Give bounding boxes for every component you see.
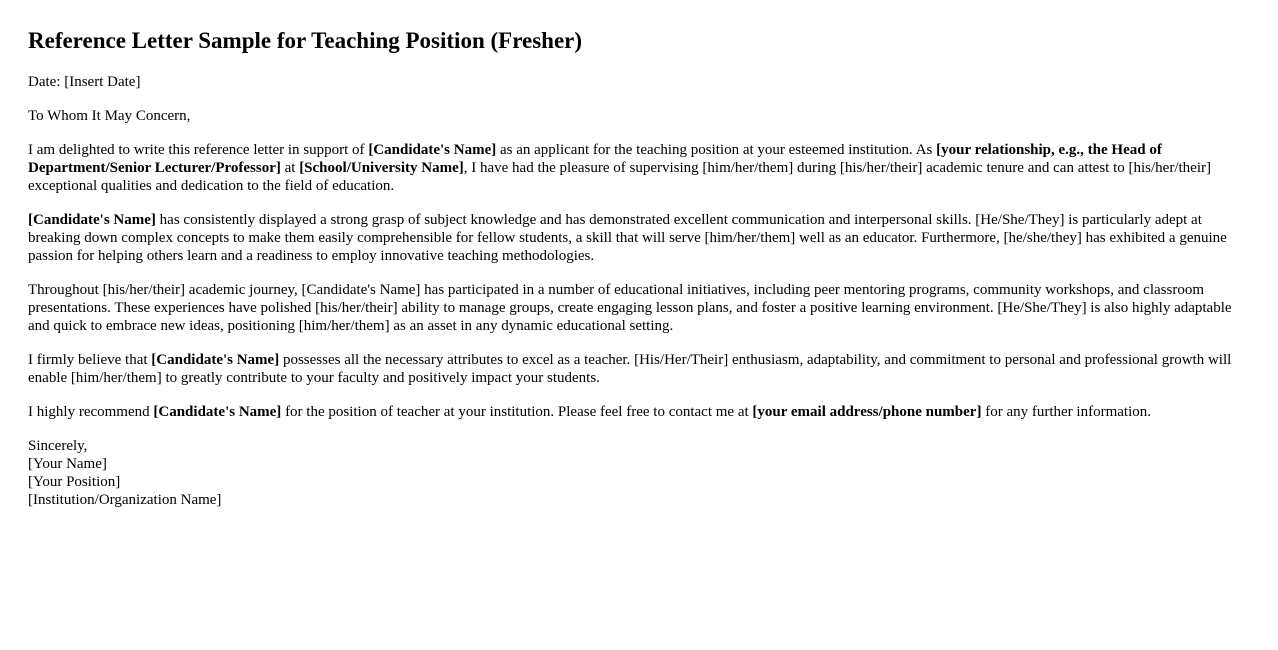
paragraph-recommendation xyxy=(28,403,1250,421)
p5-text-2: for the position of teacher at your institution. Please feel free to contact me at xyxy=(281,404,753,420)
candidate-name-placeholder: [Candidate's Name] xyxy=(368,142,497,158)
closing-block xyxy=(28,437,1250,509)
page-title: Reference Letter Sample for Teaching Position (Fresher) xyxy=(28,28,583,53)
candidate-name-placeholder: [Candidate's Name] xyxy=(153,404,282,420)
p4-text-1: I firmly believe that xyxy=(28,352,152,368)
candidate-name-placeholder: [Candidate's Name] xyxy=(28,212,156,228)
p4-text-2: possesses all the necessary attributes to excel as a teacher. [His/Her/Their] enthusiasm, adaptability, and commitment to personal and professional growth will enable [him/her/them] to greatly contribute to your faculty and positively impact your students. xyxy=(28,352,1232,386)
p1-text-1: I am delighted to write this reference letter in support of xyxy=(28,142,369,158)
signer-organization: [Institution/Organization Name] xyxy=(28,492,222,508)
candidate-name-placeholder: [Candidate's Name] xyxy=(151,352,280,368)
relationship-placeholder: [your relationship, e.g., the Head of Department/Senior Lecturer/Professor] xyxy=(28,142,1162,176)
p1-text-2: as an applicant for the teaching position at your esteemed institution. As xyxy=(496,142,937,158)
school-name-placeholder: [School/University Name] xyxy=(299,160,464,176)
signer-position: [Your Position] xyxy=(28,474,121,490)
date-line: Date: [Insert Date] xyxy=(28,74,141,90)
salutation: To Whom It May Concern, xyxy=(28,108,191,124)
p1-text-4: , I have had the pleasure of supervising [him/her/them] during [his/her/their] academic tenure and can attest to [his/her/their] exceptional qualities and dedication to the field of education. xyxy=(28,160,1211,194)
paragraph-introduction xyxy=(28,141,1250,195)
paragraph-belief xyxy=(28,351,1250,387)
signoff: Sincerely, xyxy=(28,438,88,454)
contact-placeholder: [your email address/phone number] xyxy=(752,404,982,420)
p1-text-3: at xyxy=(280,160,300,176)
paragraph-skills xyxy=(28,211,1250,265)
signer-name: [Your Name] xyxy=(28,456,107,472)
p5-text-1: I highly recommend xyxy=(28,404,154,420)
p2-text-1: has consistently displayed a strong grasp of subject knowledge and has demonstrated excellent communication and interpersonal skills. [He/She/They] is particularly adept at breaking down complex concepts to make them easily comprehensible for fellow students, a skill that will serve [him/her/them] well as an educator. Furthermore, [he/she/they] has exhibited a genuine passion for helping others learn and a readiness to employ innovative teaching methodologies. xyxy=(28,212,1227,264)
paragraph-experience: Throughout [his/her/their] academic journey, [Candidate's Name] has participated in a number of educational initiatives, including peer mentoring programs, community workshops, and classroom presentations. These experiences have polished [his/her/their] ability to manage groups, create engaging lesson plans, and foster a positive learning environment. [He/She/They] is also highly adaptable and quick to embrace new ideas, positioning [him/her/them] as an asset in any dynamic educational setting. xyxy=(28,282,1232,334)
p5-text-3: for any further information. xyxy=(981,404,1151,420)
